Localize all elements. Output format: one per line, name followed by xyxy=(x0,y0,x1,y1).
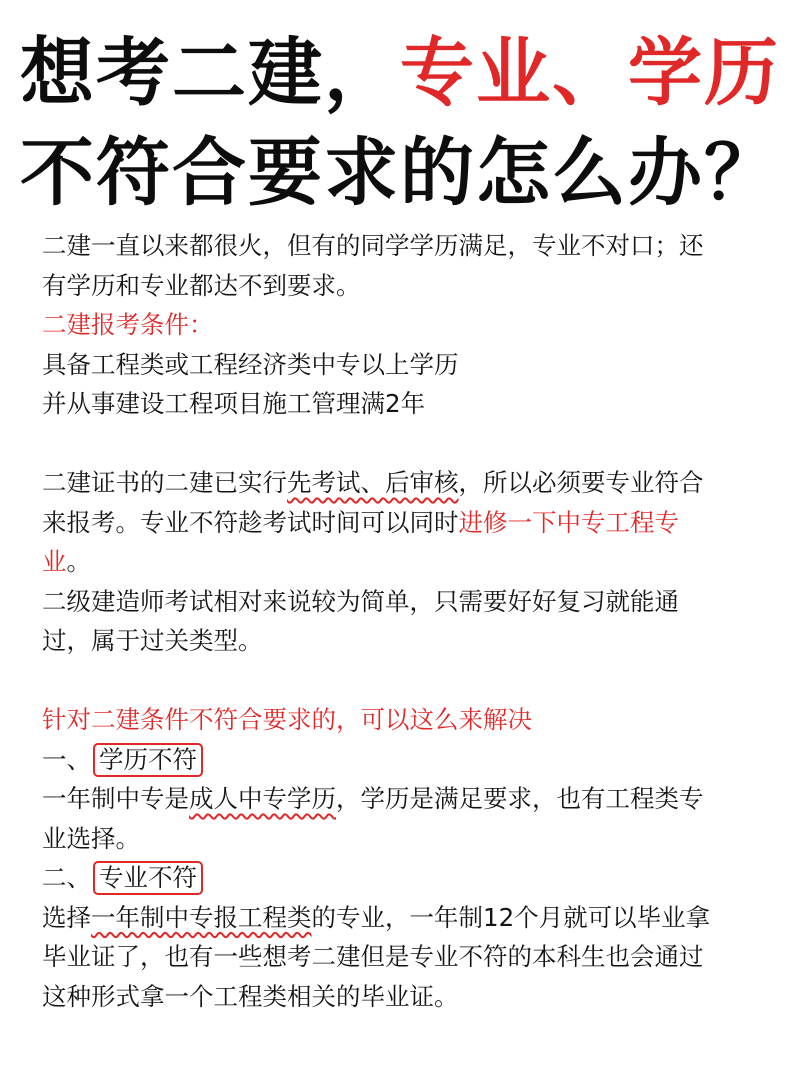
conditions-heading: 二建报考条件： xyxy=(42,310,214,339)
solution-item-2-line-1 xyxy=(42,898,772,938)
spacer xyxy=(42,424,772,464)
item-prefix: 二、 xyxy=(42,863,91,892)
red-highlight: 进修一下中专工程专 xyxy=(458,507,679,537)
intro-line-2: 有学历和专业都达不到要求。 xyxy=(42,270,361,300)
boxed-label: 学历不符 xyxy=(93,743,203,777)
text-span: 来报考。专业不符趁考试时间可以同时 xyxy=(42,507,459,537)
article-body xyxy=(42,226,772,1016)
solution-item-1-line-2: 业选择。 xyxy=(42,823,140,853)
item-prefix: 一、 xyxy=(42,744,91,774)
para2-line-4: 二级建造师考试相对来说较为简单，只需要好好复习就能通 xyxy=(42,586,679,616)
solution-item-2-title xyxy=(42,858,772,898)
solutions-heading: 针对二建条件不符合要求的，可以这么来解决 xyxy=(42,705,532,734)
solution-item-2-line-2: 毕业证了，也有一些想考二建但是专业不符的本科生也会通过 xyxy=(42,942,704,971)
text-span: 选择 xyxy=(42,902,91,932)
wavy-highlight: 成人中专学历 xyxy=(189,784,336,813)
conditions-line-1: 具备工程类或工程经济类中专以上学历 xyxy=(42,349,459,379)
title-line-2: 不符合要求的怎么办？ xyxy=(20,130,780,216)
solution-item-1-line-1 xyxy=(42,779,772,819)
solution-item-2-line-3: 这种形式拿一个工程类相关的毕业证。 xyxy=(42,981,459,1011)
title-line-1 xyxy=(0,28,800,118)
para2-line-3 xyxy=(42,542,772,582)
red-highlight: 业 xyxy=(42,547,67,576)
intro-line-1: 二建一直以来都很火，但有的同学学历满足，专业不对口；还 xyxy=(42,231,704,260)
spacer xyxy=(42,661,772,701)
title-red-part: 专业、学历 xyxy=(400,30,780,116)
text-span: 二建证书的二建已实行 xyxy=(42,468,287,497)
para2-line-5: 过，属于过关类型。 xyxy=(42,626,263,655)
para2-line-2 xyxy=(42,503,772,543)
title-black-part: 想考二建， xyxy=(20,30,400,116)
text-span: ，学历是满足要求，也有工程类专 xyxy=(336,784,704,813)
conditions-line-2: 并从事建设工程项目施工管理满2年 xyxy=(42,389,426,418)
para2-line-1 xyxy=(42,463,772,503)
text-span: 。 xyxy=(66,547,91,576)
boxed-label: 专业不符 xyxy=(93,861,203,895)
text-span: 的专业，一年制12个月就可以毕业拿 xyxy=(311,902,711,932)
text-span: ，所以必须要专业符合 xyxy=(458,468,704,497)
wavy-highlight: 先考试、后审核 xyxy=(287,468,459,497)
text-span: 一年制中专是 xyxy=(42,784,189,813)
wavy-highlight: 一年制中专报工程类 xyxy=(91,902,312,932)
solution-item-1-title xyxy=(42,740,772,780)
